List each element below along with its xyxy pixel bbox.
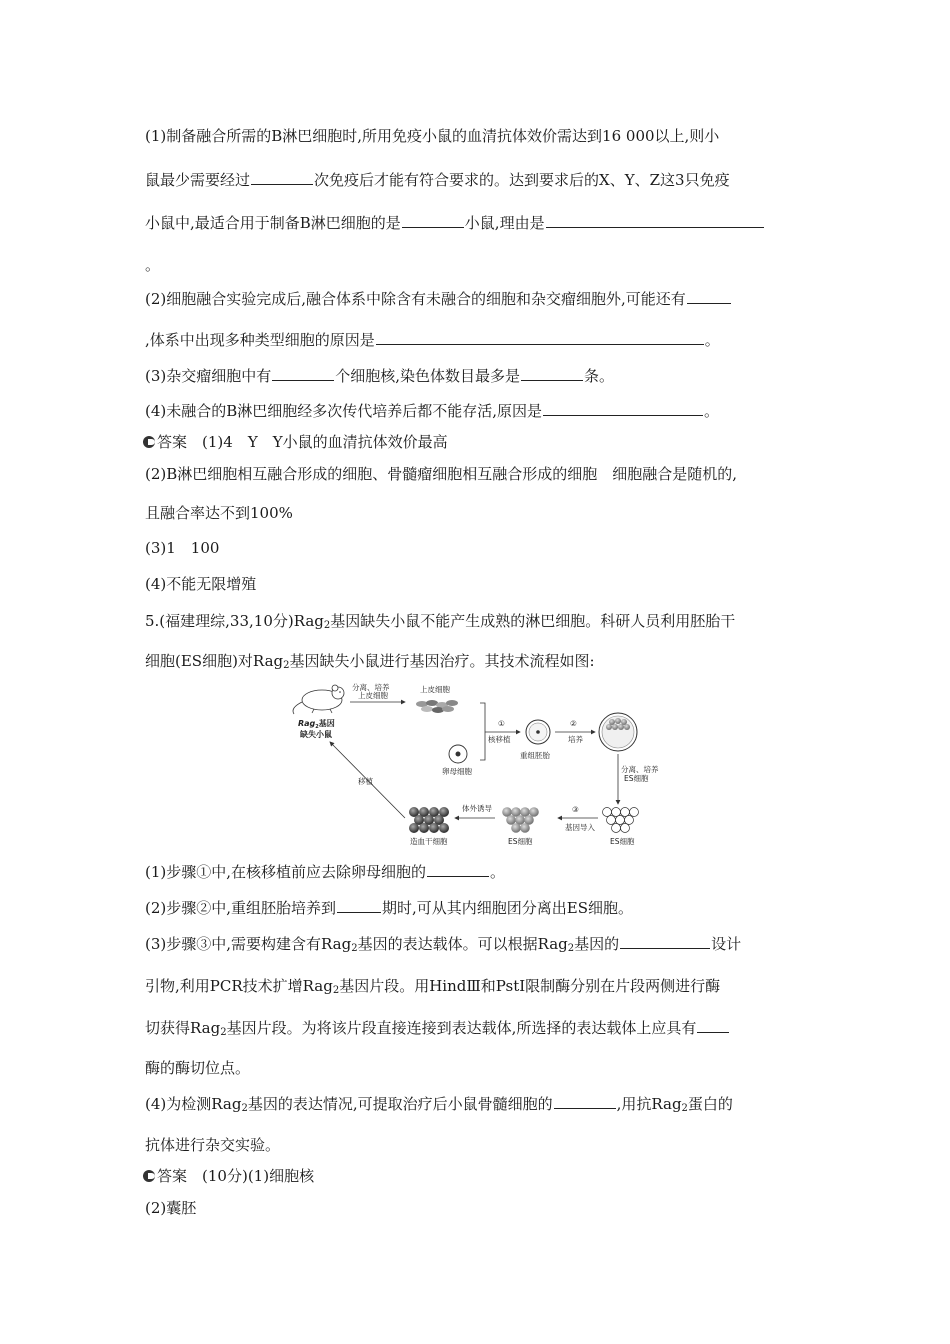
step-label: ① [498,719,505,728]
answer-blank[interactable] [521,366,583,381]
arrow-label: ES细胞 [624,774,649,783]
arrow-label: 上皮细胞 [358,691,388,700]
answer-blank[interactable] [687,289,731,304]
answer5-line1: 答案 (10分)(1)细胞核 [143,1166,314,1186]
arrow-label: 分离、培养 [352,683,390,692]
gene-therapy-flow-diagram [280,678,660,850]
oocyte-label: 卵母细胞 [442,767,472,776]
arrow-label: 体外诱导 [462,804,492,813]
es-label-middle: ES细胞 [508,837,533,846]
q4-part2-line1: (2)细胞融合实验完成后,融合体系中除含有未融合的细胞和杂交瘤细胞外,可能还有 [145,289,732,309]
arrow-label: 培养 [568,735,583,744]
step-label: ③ [572,805,579,814]
answer-blank[interactable] [554,1094,616,1109]
answer-blank[interactable] [337,898,381,913]
epithelial-cells-icon [416,700,458,713]
q5-intro-line1: 5.(福建理综,33,10分)Rag$_2$基因缺失小鼠不能产生成熟的淋巴细胞。科研人员利用胚胎干 [145,612,736,631]
answer-blank[interactable] [251,170,313,185]
arrow-label: 基因导入 [565,823,595,832]
embryo-label: 重组胚胎 [520,751,550,760]
q4-part1-line2: 鼠最少需要经过 次免疫后才能有符合要求的。达到要求后的X、Y、Z这3只免疫 [145,171,730,189]
answer5-line2: (2)囊胚 [145,1199,197,1217]
answer-icon [143,436,155,448]
answer4-line3: 且融合率达不到100% [145,504,293,522]
q4-part1-line4: 。 [145,256,161,274]
answer-blank[interactable] [376,330,704,345]
answer4-line2: (2)B淋巴细胞相互融合形成的细胞、骨髓瘤细胞相互融合形成的细胞 细胞融合是随机的, [145,465,738,483]
oocyte-icon [449,745,467,763]
mouse-label-2: 缺失小鼠 [300,730,332,739]
q5-step3-line4: 酶的酶切位点。 [145,1059,251,1077]
q5-step3-line3: 切获得Rag$_2$基因片段。为将该片段直接连接到表达载体,所选择的表达载体上应具有 [145,1018,730,1038]
q5-step3-line2: 引物,利用PCR技术扩增Rag$_2$基因片段。用HindⅢ和PstⅠ限制酶分别在片段两侧进行酶 [145,977,721,996]
epithelial-label: 上皮细胞 [420,685,450,694]
answer-blank[interactable] [427,862,489,877]
answer-blank[interactable] [272,366,334,381]
mouse-label: Rag$_2$基因 [298,719,335,730]
arrow-label: 分离、培养 [621,765,659,774]
answer-blank[interactable] [697,1018,729,1033]
q5-step3-line1: (3)步骤③中,需要构建含有Rag$_2$基因的表达载体。可以根据Rag$_2$基因的 设计 [145,935,742,954]
q5-step4-line2: 抗体进行杂交实验。 [145,1136,281,1154]
answer-blank[interactable] [402,213,464,228]
q4-part3: (3)杂交瘤细胞中有 个细胞核,染色体数目最多是 条。 [145,367,615,385]
q5-step1: (1)步骤①中,在核移植前应去除卵母细胞的 。 [145,863,506,881]
es-cells-middle-icon [502,807,539,833]
blastocyst-icon [599,713,637,751]
q4-part2-line2: ,体系中出现多种类型细胞的原因是 。 [145,331,720,349]
q4-part4: (4)未融合的B淋巴细胞经多次传代培养后都不能存活,原因是 。 [145,402,720,420]
mouse-icon [293,685,344,714]
answer-blank[interactable] [543,401,703,416]
q5-step2: (2)步骤②中,重组胚胎培养到 期时,可从其内细胞团分离出ES细胞。 [145,899,634,917]
answer4-line4: (3)1 100 [145,539,220,557]
answer4-line1: 答案 (1)4 Y Y小鼠的血清抗体效价最高 [143,432,448,452]
answer-icon [143,1170,155,1182]
answer-blank[interactable] [546,213,764,228]
q5-step4-line1: (4)为检测Rag$_2$基因的表达情况,可提取治疗后小鼠骨髓细胞的 ,用抗Rag$_2$蛋白的 [145,1095,733,1114]
answer-blank[interactable] [620,934,710,949]
hematopoietic-stem-cells-icon [409,807,449,833]
arrow-label: 核移植 [488,735,511,744]
recombinant-embryo-icon [526,720,550,744]
arrow-label: 移植 [358,777,373,786]
step-label: ② [570,719,577,728]
answer4-line5: (4)不能无限增殖 [145,575,257,593]
q5-intro-line2: 细胞(ES细胞)对Rag$_2$基因缺失小鼠进行基因治疗。其技术流程如图: [145,652,595,671]
es-cells-right-icon [603,808,639,833]
q4-part1-line3: 小鼠中,最适合用于制备B淋巴细胞的是 小鼠,理由是 [145,213,765,233]
es-label-right: ES细胞 [610,837,635,846]
q4-part1-line1: (1)制备融合所需的B淋巴细胞时,所用免疫小鼠的血清抗体效价需达到16 000以上,则小 [145,127,720,145]
hsc-label: 造血干细胞 [410,837,448,846]
